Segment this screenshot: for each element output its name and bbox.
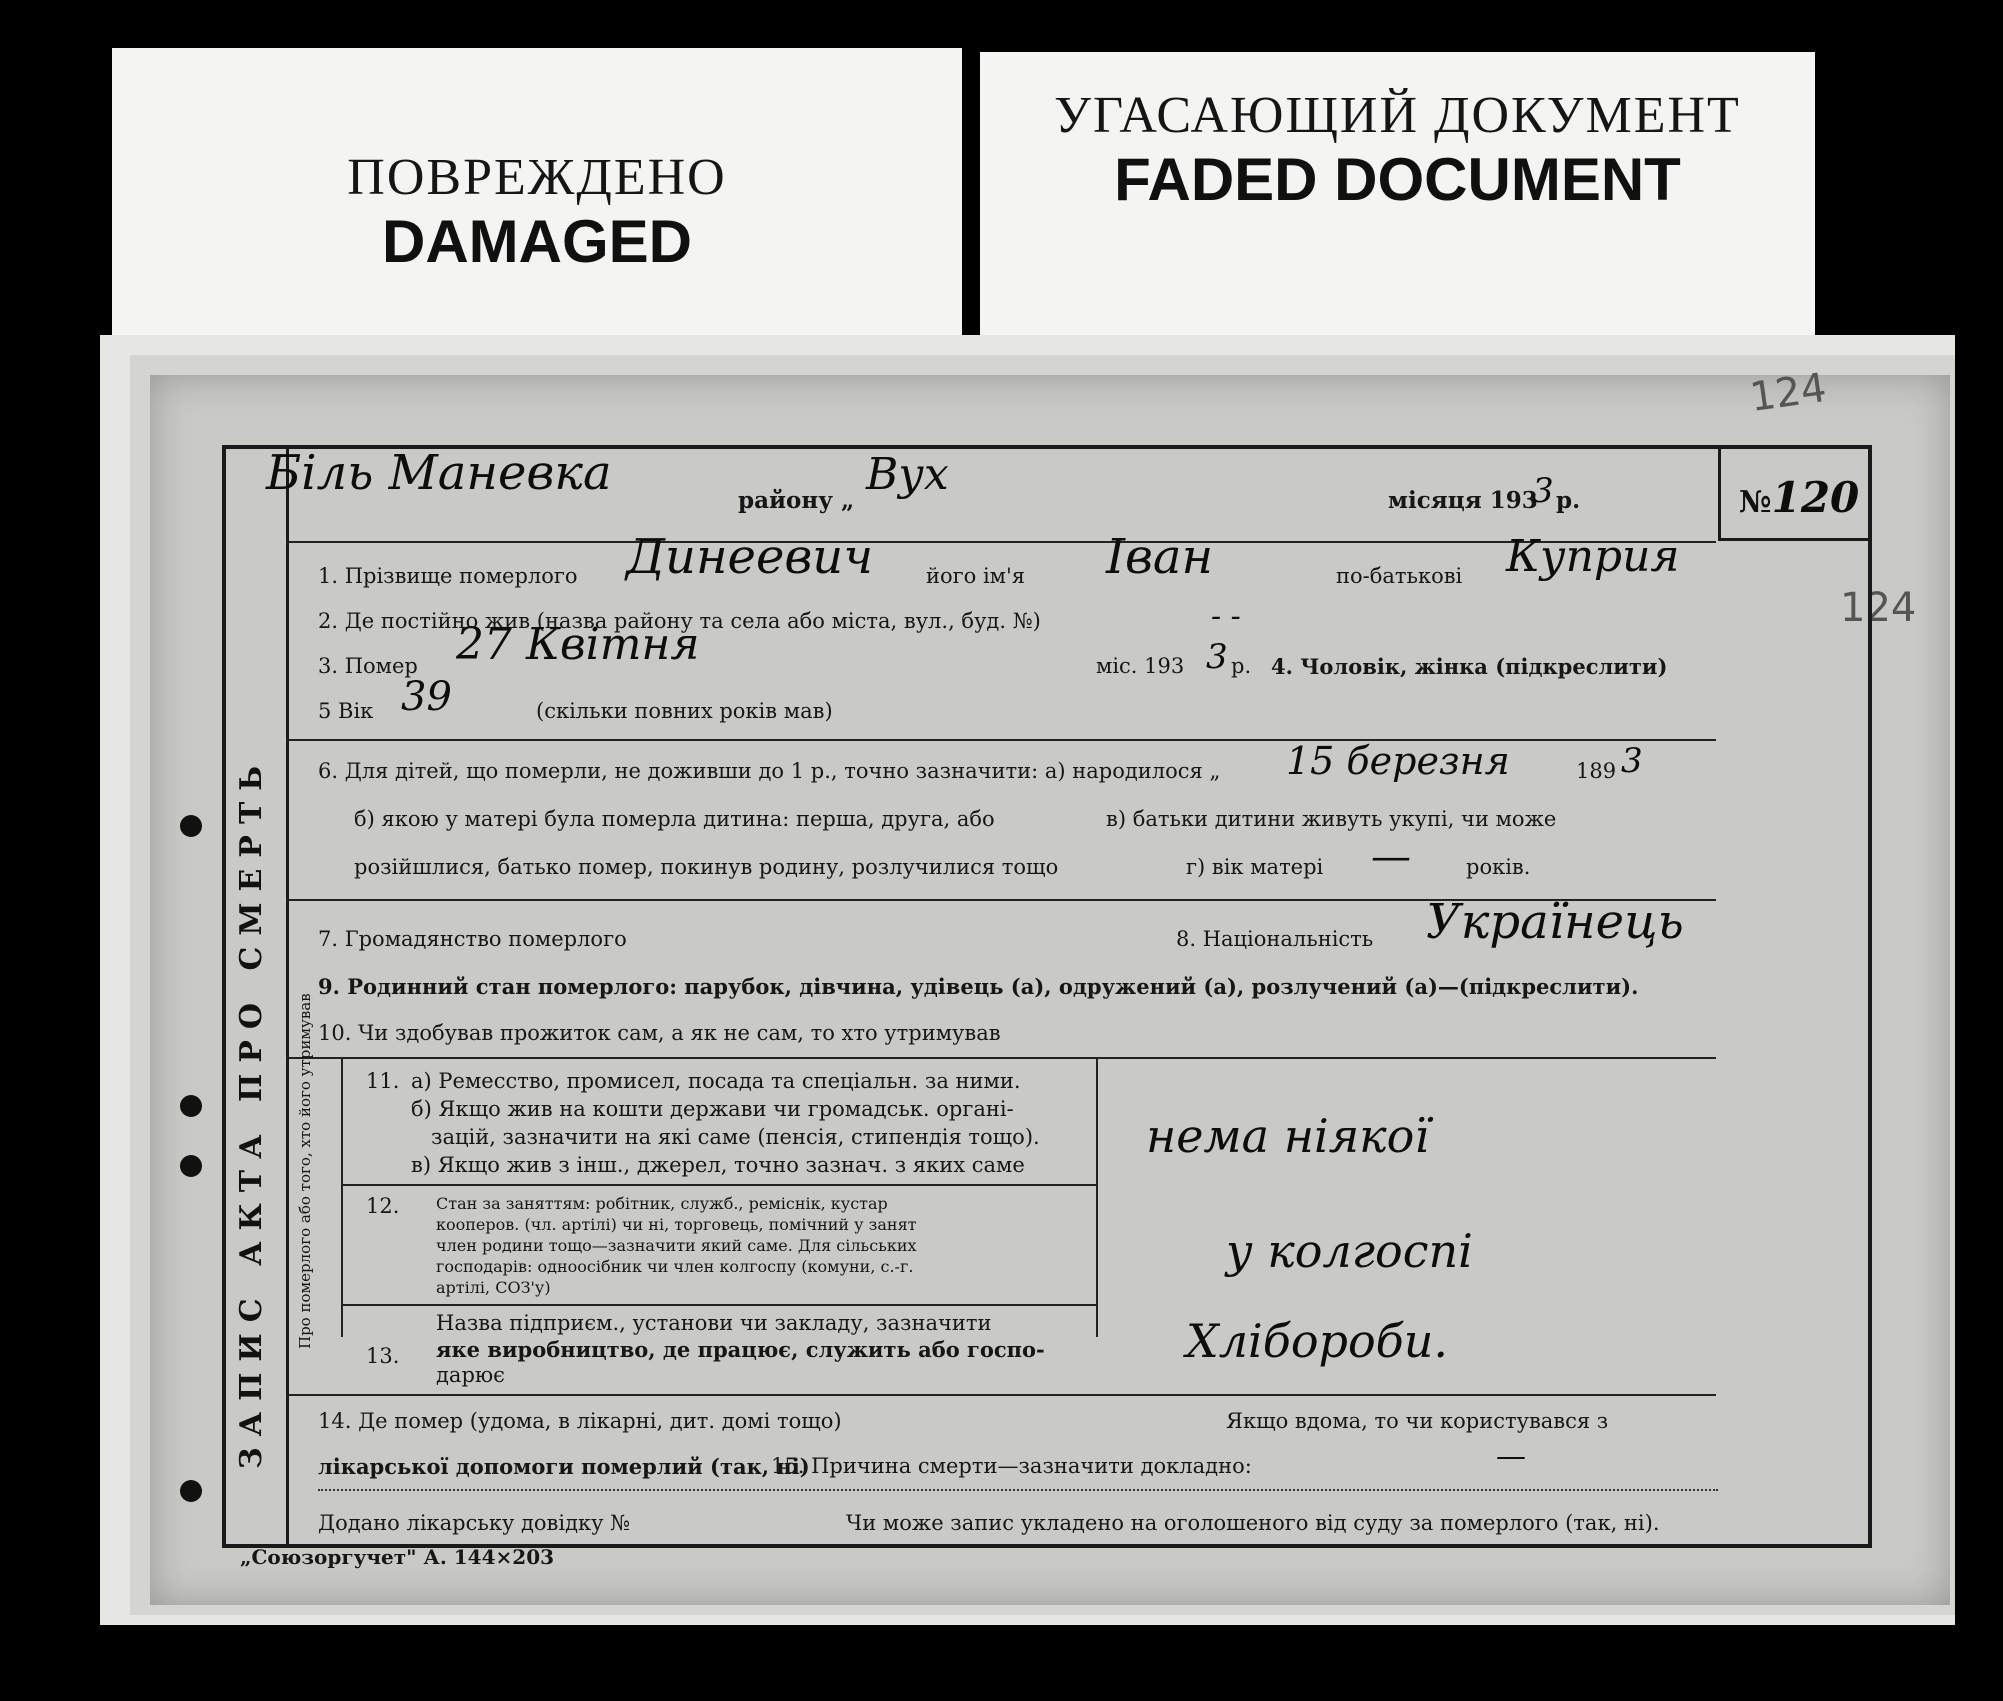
- hw-birth-date: 15 березня: [1286, 739, 1510, 783]
- death-record-form: [150, 364, 1950, 1605]
- item-12-number: 12.: [366, 1194, 400, 1218]
- hw-age: 39: [401, 674, 452, 720]
- pencil-archive-number-side: 124: [1840, 585, 1917, 631]
- divider: [286, 1057, 1716, 1059]
- hw-surname: Динеевич: [626, 529, 874, 585]
- item-13-a: Назва підприєм., установи чи закладу, зазначити: [436, 1311, 992, 1335]
- child-label-d: розійшлися, батько помер, покинув родину, розлучилися тощо: [354, 855, 1059, 879]
- surname-label: 1. Прізвище померлого: [318, 564, 578, 588]
- child-year-label: 189: [1576, 759, 1617, 783]
- hw-occupation-1: нема ніякої: [1146, 1109, 1430, 1163]
- child-label-a: 6. Для дітей, що померли, не доживши до 1 р., точно зазначити: а) народилося „: [318, 759, 1221, 783]
- item-13-c: дарює: [436, 1363, 505, 1387]
- year-suffix: р.: [1556, 487, 1581, 514]
- pencil-archive-number: 124: [1747, 364, 1830, 422]
- divider: [341, 1057, 343, 1337]
- form-footer: „Союзоргучет" А. 144×203: [240, 1545, 555, 1569]
- form-frame: [222, 445, 1872, 1548]
- sex-label: 4. Чоловік, жінка (підкреслити): [1271, 654, 1668, 679]
- court-declaration-label: Чи може запис укладено на оголошеного від суду за померлого (так, ні).: [846, 1511, 1660, 1535]
- death-month-label: міс. 193: [1096, 654, 1185, 678]
- citizenship-label: 7. Громадянство померлого: [318, 927, 627, 951]
- years-label: років.: [1466, 855, 1531, 879]
- marital-status-label: 9. Родинний стан померлого: парубок, дівчина, удівець (а), одружений (а), розлучений (а)—(підкреслити).: [318, 974, 1639, 999]
- binder-hole: [180, 1155, 202, 1177]
- child-label-c: в) батьки дитини живуть укупі, чи може: [1106, 807, 1557, 831]
- damaged-label-en: DAMAGED: [382, 208, 692, 275]
- form-sidebar: [226, 449, 289, 1544]
- header-divider: [286, 541, 1716, 543]
- hw-mother-age: —: [1371, 834, 1411, 880]
- item-13-number: 13.: [366, 1344, 400, 1368]
- item-12-d: господарів: одноосібник чи член колгоспу (комуни, с.-г.: [436, 1257, 914, 1276]
- patronymic-label: по-батькові: [1336, 564, 1463, 588]
- number-label: №: [1739, 485, 1772, 520]
- hw-birth-year-digit: 3: [1621, 741, 1643, 781]
- hw-residence: - -: [1211, 599, 1241, 634]
- item-12-a: Стан за заняттям: робітник, служб., реміснік, кустар: [436, 1194, 888, 1213]
- record-number: 120: [1771, 473, 1860, 522]
- hw-cause: —: [1496, 1439, 1526, 1474]
- hw-nationality: Українець: [1426, 894, 1684, 950]
- item-12-c: член родини тощо—зазначити який саме. Для сільських: [436, 1236, 917, 1255]
- age-hint: (скільки повних років мав): [536, 699, 833, 723]
- support-label: 10. Чи здобував прожиток сам, а як не сам, то хто утримував: [318, 1021, 1001, 1045]
- hw-district: Вух: [866, 449, 949, 500]
- faded-label-card: [980, 52, 1815, 342]
- divider: [1096, 1057, 1098, 1337]
- first-name-label: його ім'я: [926, 564, 1026, 588]
- occupation-side-label: Про померлого або того, хто його утримував: [296, 993, 314, 1349]
- cause-dotted-line: [318, 1489, 1718, 1491]
- divider: [341, 1184, 1096, 1186]
- nationality-label: 8. Національність: [1176, 927, 1374, 951]
- divider: [286, 1394, 1716, 1396]
- item-13-b: яке виробництво, де працює, служить або госпо-: [436, 1337, 1045, 1362]
- age-label: 5 Вік: [318, 699, 374, 723]
- death-date-label: 3. Помер: [318, 654, 418, 678]
- hw-occupation-2: у колгоспі: [1226, 1224, 1473, 1278]
- mother-age-label: г) вік матері: [1186, 855, 1324, 879]
- hw-occupation-3: Хлібороби.: [1186, 1314, 1448, 1368]
- faded-label-ru: УГАСАЮЩИЙ ДОКУМЕНТ: [1054, 87, 1741, 144]
- home-death-label: Якщо вдома, то чи користувався з: [1226, 1409, 1609, 1433]
- hw-death-date: 27 Квітня: [456, 619, 700, 670]
- hw-patronymic: Куприя: [1506, 531, 1680, 582]
- residence-label: 2. Де постійно жив (назва району та села або міста, вул., буд. №): [318, 609, 1041, 633]
- item-12-e: артілі, СОЗ'у): [436, 1278, 551, 1297]
- item-11-number: 11.: [366, 1069, 400, 1093]
- damaged-label-card: [112, 48, 962, 348]
- item-12-b: кооперов. (чл. артілі) чи ні, торговець, помічний у занят: [436, 1215, 917, 1234]
- binder-hole: [180, 1095, 202, 1117]
- month-label: місяця 193: [1388, 487, 1538, 514]
- hw-death-year-digit: 3: [1206, 637, 1228, 677]
- child-label-b: б) якою у матері була померла дитина: перша, друга, або: [354, 807, 995, 831]
- district-label: району „: [738, 487, 855, 514]
- item-11-a: а) Ремесство, промисел, посада та спеціальн. за ними.: [411, 1069, 1021, 1093]
- death-year-suffix: р.: [1231, 654, 1252, 678]
- item-11-c: зацій, зазначити на які саме (пенсія, стипендія тощо).: [431, 1125, 1040, 1149]
- faded-label-en: FADED DOCUMENT: [1114, 146, 1681, 213]
- item-11-b: б) Якщо жив на кошти держави чи громадськ. органі-: [411, 1097, 1014, 1121]
- item-11-d: в) Якщо жив з інш., джерел, точно зазнач. з яких саме: [411, 1153, 1025, 1177]
- form-side-title: ЗАПИС АКТА ПРО СМЕРТЬ: [234, 754, 269, 1469]
- binder-hole: [180, 1480, 202, 1502]
- binder-hole: [180, 815, 202, 837]
- record-number-box: [1718, 449, 1868, 541]
- hw-first-name: Іван: [1106, 529, 1214, 585]
- certificate-label: Додано лікарську довідку №: [318, 1511, 631, 1535]
- hw-year-digit: 3: [1532, 471, 1554, 511]
- medical-help-label: лікарської допомоги померлий (так, ні): [318, 1454, 810, 1479]
- divider: [341, 1304, 1096, 1306]
- damaged-label-ru: ПОВРЕЖДЕНО: [347, 149, 727, 206]
- cause-of-death-label: 15. Причина смерти—зазначити докладно:: [771, 1454, 1252, 1478]
- place-of-death-label: 14. Де помер (удома, в лікарні, дит. домі тощо): [318, 1409, 842, 1433]
- hw-place: Біль Маневка: [266, 445, 612, 501]
